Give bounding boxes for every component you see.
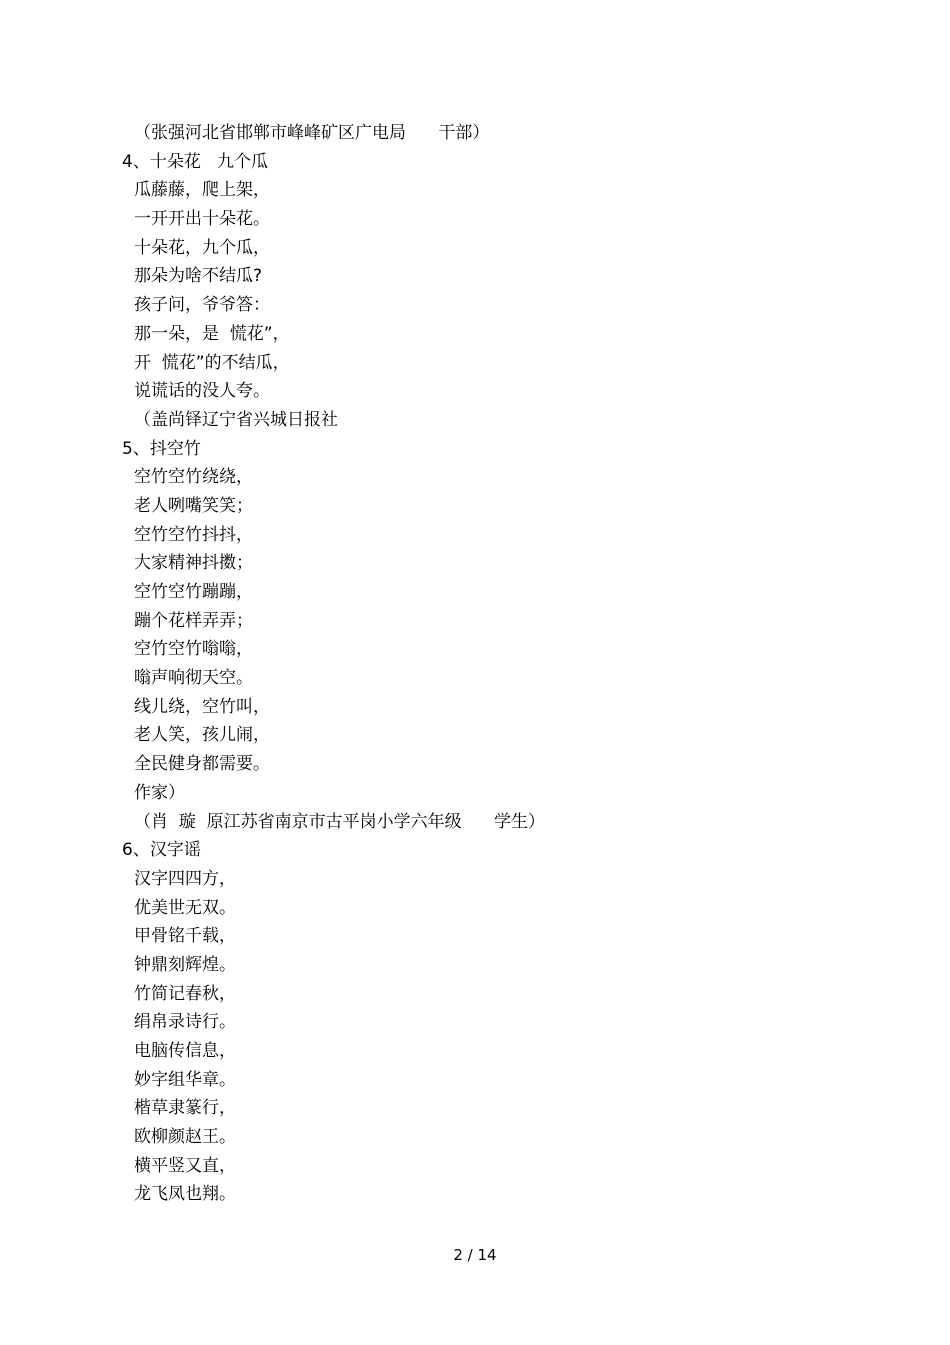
poem-line: 妙字组华章。 (134, 1069, 236, 1090)
poem-line: 十朵花，九个瓜， (134, 237, 270, 258)
poem-line: 线儿绕，空竹叫， (134, 696, 270, 717)
poem-line: 钟鼎刻辉煌。 (134, 954, 236, 975)
poem-line: 孩子问，爷爷答： (134, 295, 270, 316)
author-credit: （张强河北省邯郸市峰峰矿区广电局 干部） (134, 123, 490, 143)
poem-line: 老人咧嘴笑笑； (134, 495, 253, 516)
page-number: 2 / 14 (453, 1246, 497, 1264)
poem-line: 全民健身都需要。 (134, 754, 270, 775)
poem-line: 一开开出十朵花。 (134, 209, 270, 230)
poem-line: 空竹空竹绕绕， (134, 467, 253, 488)
poem-line: 电脑传信息， (134, 1041, 236, 1061)
poem-line: 汉字四四方， (134, 868, 236, 889)
poem-line: 龙飞凤也翔。 (134, 1184, 236, 1205)
poem-line: 那一朵，是 慌花”， (134, 323, 290, 344)
author-credit: （肖 璇 原江苏省南京市古平岗小学六年级 学生） (134, 811, 546, 832)
poem-heading: 6、汉字谣 (122, 840, 201, 861)
document-body (122, 119, 842, 1209)
poem-line: 甲骨铭千载， (134, 926, 236, 947)
poem-heading: 4、十朵花 九个瓜 (122, 151, 269, 172)
poem-line: 竹简记春秋， (134, 983, 236, 1004)
poem-line: 空竹空竹抖抖， (134, 524, 253, 545)
poem-line: 那朵为啥不结瓜? (134, 266, 263, 287)
poem-line: 横平竖又直， (134, 1155, 236, 1176)
poem-heading: 5、抖空竹 (122, 438, 201, 459)
poem-line: 空竹空竹蹦蹦， (134, 582, 253, 602)
poem-line: 楷草隶篆行， (134, 1098, 236, 1119)
poem-line: 优美世无双。 (134, 897, 236, 918)
poem-line: 嗡声响彻天空。 (134, 668, 253, 689)
poem-line: 欧柳颜赵王。 (134, 1127, 236, 1148)
poem-line: 绢帛录诗行。 (134, 1012, 236, 1033)
poem-line: 开 慌花”的不结瓜， (134, 352, 290, 373)
poem-line: 蹦个花样弄弄； (134, 610, 253, 631)
author-credit: 作家） (134, 782, 185, 803)
poem-line: 空竹空竹嗡嗡， (134, 639, 253, 660)
poem-line: 大家精神抖擞； (134, 553, 253, 574)
author-credit: （盖尚铎辽宁省兴城日报社 (134, 409, 338, 430)
poem-line: 说谎话的没人夸。 (134, 381, 270, 402)
poem-line: 老人笑，孩儿闹， (134, 725, 270, 746)
poem-line: 瓜藤藤，爬上架， (134, 180, 270, 201)
